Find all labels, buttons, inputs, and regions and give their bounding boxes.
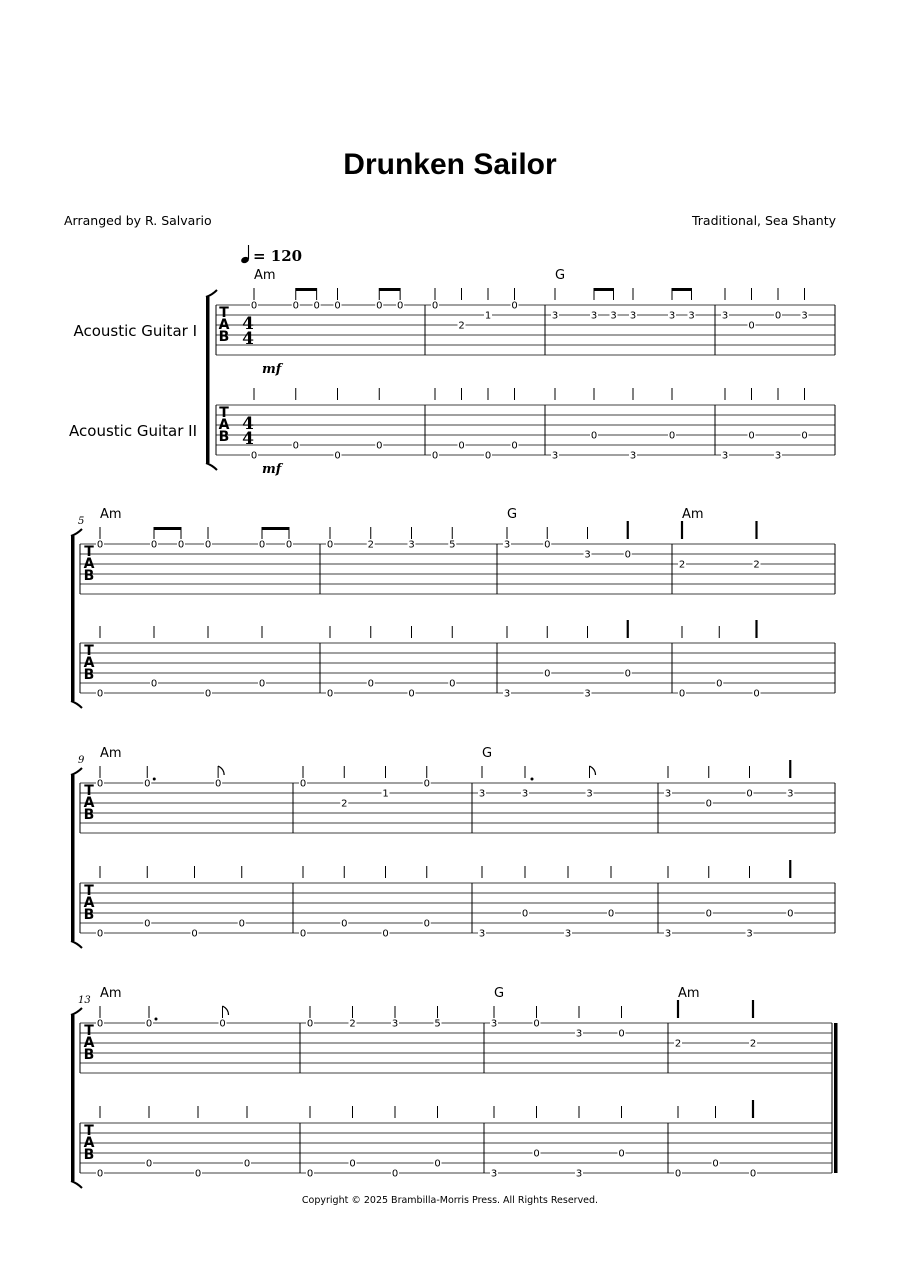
eighth-beam <box>379 288 400 291</box>
chord-symbol: G <box>494 986 505 1001</box>
fret-number: 3 <box>575 1028 583 1040</box>
fret-number: 0 <box>96 688 104 700</box>
instrument-name: Acoustic Guitar I <box>73 322 197 340</box>
fret-number: 0 <box>349 1158 356 1170</box>
system-bracket <box>71 775 75 941</box>
fret-number: 0 <box>145 1018 153 1030</box>
chord-symbol: G <box>555 268 566 283</box>
fret-number: 3 <box>721 310 729 322</box>
bracket-bottom-hook <box>206 463 217 470</box>
fret-number: 3 <box>664 788 672 800</box>
fret-number: 0 <box>326 539 334 551</box>
fret-number: 0 <box>313 300 320 312</box>
fret-number: 0 <box>705 798 712 810</box>
chord-symbol: G <box>482 746 493 761</box>
fret-number: 0 <box>748 320 755 332</box>
fret-number: 0 <box>96 539 104 551</box>
fret-number: 3 <box>584 549 591 561</box>
fret-number: 0 <box>306 1168 314 1180</box>
fret-number: 0 <box>367 678 374 690</box>
time-signature-denominator: 4 <box>242 429 254 449</box>
fret-number: 0 <box>678 688 686 700</box>
tab-clef-letter: T <box>84 1023 94 1039</box>
fret-number: 0 <box>618 1148 625 1160</box>
tab-clef-letter: B <box>83 568 95 584</box>
fret-number: 0 <box>607 908 615 920</box>
fret-number: 0 <box>96 1018 104 1030</box>
fret-number: 2 <box>367 539 374 551</box>
fret-number: 3 <box>478 788 486 800</box>
fret-number: 0 <box>334 300 341 312</box>
chord-symbol: Am <box>100 746 122 761</box>
arranger-credit: Arranged by R. Salvario <box>64 213 212 228</box>
chord-symbol: Am <box>682 507 704 522</box>
fret-number: 0 <box>801 430 808 442</box>
fret-number: 0 <box>533 1018 540 1030</box>
fret-number: 0 <box>150 539 158 551</box>
fret-number: 0 <box>511 300 518 312</box>
bracket-bottom-hook <box>71 941 82 948</box>
fret-number: 0 <box>144 778 151 790</box>
fret-number: 3 <box>664 928 672 940</box>
tab-clef-letter: B <box>218 429 230 445</box>
fret-number: 3 <box>629 310 637 322</box>
fret-number: 0 <box>484 450 492 462</box>
fret-number: 0 <box>306 1018 314 1030</box>
bracket-top-hook <box>206 290 217 297</box>
bracket-top-hook <box>71 768 82 775</box>
eighth-beam <box>296 288 317 291</box>
fret-number: 0 <box>299 778 307 790</box>
tab-clef-letter: B <box>218 329 230 345</box>
fret-number: 2 <box>678 559 686 571</box>
fret-number: 3 <box>746 928 753 940</box>
eighth-beam <box>154 527 181 530</box>
dynamic-marking: mf <box>262 362 282 377</box>
fret-number: 0 <box>431 300 439 312</box>
tab-clef-letter: A <box>83 1035 95 1051</box>
tab-clef-letter: A <box>83 795 95 811</box>
fret-number: 3 <box>610 310 617 322</box>
fret-number: 3 <box>478 928 486 940</box>
fret-number: 0 <box>177 539 185 551</box>
fret-number: 0 <box>618 1028 625 1040</box>
bracket-bottom-hook <box>71 1181 82 1188</box>
final-barline <box>834 1023 838 1173</box>
chord-symbol: Am <box>100 507 122 522</box>
fret-number: 0 <box>716 678 723 690</box>
fret-number: 0 <box>145 1158 153 1170</box>
chord-symbol: Am <box>254 268 276 283</box>
fret-number: 0 <box>423 778 430 790</box>
fret-number: 0 <box>753 688 760 700</box>
fret-number: 1 <box>382 788 389 800</box>
fret-number: 3 <box>629 450 637 462</box>
chord-symbol: Am <box>100 986 122 1001</box>
fret-number: 2 <box>753 559 760 571</box>
tab-clef-letter: B <box>83 807 95 823</box>
copyright-notice: Copyright © 2025 Brambilla-Morris Press. All Rights Reserved. <box>301 1195 599 1206</box>
dynamic-marking: mf <box>262 462 282 477</box>
fret-number: 0 <box>219 1018 226 1030</box>
fret-number: 0 <box>214 778 222 790</box>
fret-number: 3 <box>801 310 808 322</box>
fret-number: 3 <box>575 1168 583 1180</box>
fret-number: 3 <box>721 450 729 462</box>
measure-number: 5 <box>78 516 85 527</box>
fret-number: 0 <box>238 918 245 930</box>
fret-number: 0 <box>624 549 631 561</box>
fret-number: 5 <box>449 539 456 551</box>
rhythm-dot <box>153 778 156 781</box>
tab-clef-letter: B <box>83 1047 95 1063</box>
fret-number: 3 <box>564 928 572 940</box>
fret-number: 0 <box>544 668 551 680</box>
fret-number: 0 <box>408 688 415 700</box>
time-signature-numerator: 4 <box>242 414 254 434</box>
bracket-top-hook <box>71 529 82 536</box>
fret-number: 0 <box>533 1148 540 1160</box>
tab-clef-letter: T <box>84 1123 94 1139</box>
fret-number: 3 <box>688 310 695 322</box>
fret-number: 3 <box>774 450 782 462</box>
fret-number: 3 <box>490 1168 498 1180</box>
tab-clef-letter: A <box>218 417 230 433</box>
tab-clef-letter: T <box>84 643 94 659</box>
chord-symbol: Am <box>678 986 700 1001</box>
tab-clef-letter: A <box>83 556 95 572</box>
fret-number: 0 <box>292 440 299 452</box>
measure-number: 13 <box>78 995 91 1006</box>
fret-number: 3 <box>551 450 559 462</box>
fret-number: 2 <box>341 798 348 810</box>
fret-number: 0 <box>258 678 266 690</box>
fret-number: 0 <box>431 450 439 462</box>
fret-number: 0 <box>194 1168 202 1180</box>
fret-number: 3 <box>521 788 529 800</box>
eighth-beam <box>594 288 614 291</box>
time-signature-denominator: 4 <box>242 329 254 349</box>
fret-number: 0 <box>749 1168 757 1180</box>
tab-clef-letter: A <box>83 1135 95 1151</box>
fret-number: 3 <box>391 1018 399 1030</box>
fret-number: 0 <box>434 1158 441 1170</box>
fret-number: 3 <box>668 310 676 322</box>
fret-number: 0 <box>705 908 712 920</box>
eighth-beam <box>672 288 692 291</box>
tab-clef-letter: A <box>218 317 230 333</box>
eighth-flag <box>218 766 224 775</box>
fret-number: 0 <box>341 918 348 930</box>
tab-clef-letter: A <box>83 655 95 671</box>
fret-number: 0 <box>396 300 404 312</box>
fret-number: 2 <box>349 1018 356 1030</box>
page-title: Drunken Sailor <box>343 148 557 181</box>
fret-number: 0 <box>150 678 158 690</box>
system-bracket <box>206 297 210 463</box>
fret-number: 0 <box>376 300 383 312</box>
tab-clef-letter: B <box>83 1147 95 1163</box>
tab-clef-letter: B <box>83 667 95 683</box>
fret-number: 3 <box>584 688 591 700</box>
tab-clef-letter: T <box>84 783 94 799</box>
fret-number: 0 <box>204 539 212 551</box>
eighth-flag <box>590 766 596 775</box>
fret-number: 0 <box>299 928 307 940</box>
fret-number: 0 <box>668 430 676 442</box>
tempo-marking: = 120 <box>253 247 303 265</box>
tab-clef-letter: T <box>219 405 229 421</box>
fret-number: 0 <box>674 1168 682 1180</box>
fret-number: 0 <box>423 918 430 930</box>
fret-number: 0 <box>746 788 753 800</box>
fret-number: 0 <box>243 1158 251 1170</box>
fret-number: 2 <box>458 320 465 332</box>
bracket-bottom-hook <box>71 701 82 708</box>
bracket-top-hook <box>71 1008 82 1015</box>
fret-number: 2 <box>674 1038 682 1050</box>
fret-number: 0 <box>712 1158 719 1170</box>
fret-number: 0 <box>774 310 782 322</box>
fret-number: 3 <box>586 788 593 800</box>
tab-clef-letter: B <box>83 907 95 923</box>
fret-number: 0 <box>376 440 383 452</box>
system-bracket <box>71 536 75 701</box>
fret-number: 0 <box>285 539 293 551</box>
fret-number: 3 <box>503 688 511 700</box>
rhythm-dot <box>155 1018 158 1021</box>
time-signature-numerator: 4 <box>242 314 254 334</box>
fret-number: 0 <box>458 440 465 452</box>
fret-number: 0 <box>326 688 334 700</box>
rhythm-dot <box>531 778 534 781</box>
fret-number: 2 <box>749 1038 757 1050</box>
system-bracket <box>71 1015 75 1181</box>
eighth-flag <box>223 1006 229 1015</box>
fret-number: 0 <box>521 908 529 920</box>
fret-number: 3 <box>408 539 415 551</box>
fret-number: 0 <box>250 450 258 462</box>
fret-number: 0 <box>258 539 266 551</box>
tab-clef-letter: T <box>219 305 229 321</box>
fret-number: 0 <box>292 300 299 312</box>
fret-number: 0 <box>250 300 258 312</box>
fret-number: 5 <box>434 1018 441 1030</box>
fret-number: 3 <box>503 539 511 551</box>
measure-number: 9 <box>78 755 85 766</box>
fret-number: 3 <box>490 1018 498 1030</box>
fret-number: 3 <box>590 310 598 322</box>
tab-clef-letter: A <box>83 895 95 911</box>
fret-number: 0 <box>334 450 341 462</box>
fret-number: 0 <box>748 430 755 442</box>
instrument-name: Acoustic Guitar II <box>69 422 197 440</box>
chord-symbol: G <box>507 507 518 522</box>
fret-number: 0 <box>544 539 551 551</box>
tab-clef-letter: T <box>84 883 94 899</box>
fret-number: 0 <box>144 918 151 930</box>
fret-number: 0 <box>391 1168 399 1180</box>
tab-clef-letter: T <box>84 544 94 560</box>
fret-number: 0 <box>204 688 212 700</box>
eighth-beam <box>262 527 289 530</box>
fret-number: 1 <box>484 310 492 322</box>
fret-number: 0 <box>191 928 198 940</box>
fret-number: 0 <box>96 1168 104 1180</box>
fret-number: 0 <box>382 928 389 940</box>
fret-number: 3 <box>551 310 559 322</box>
fret-number: 0 <box>590 430 598 442</box>
fret-number: 0 <box>787 908 794 920</box>
fret-number: 0 <box>511 440 518 452</box>
fret-number: 0 <box>624 668 631 680</box>
composer-credit: Traditional, Sea Shanty <box>691 213 836 228</box>
fret-number: 3 <box>787 788 794 800</box>
fret-number: 0 <box>96 778 104 790</box>
fret-number: 0 <box>96 928 104 940</box>
fret-number: 0 <box>449 678 456 690</box>
